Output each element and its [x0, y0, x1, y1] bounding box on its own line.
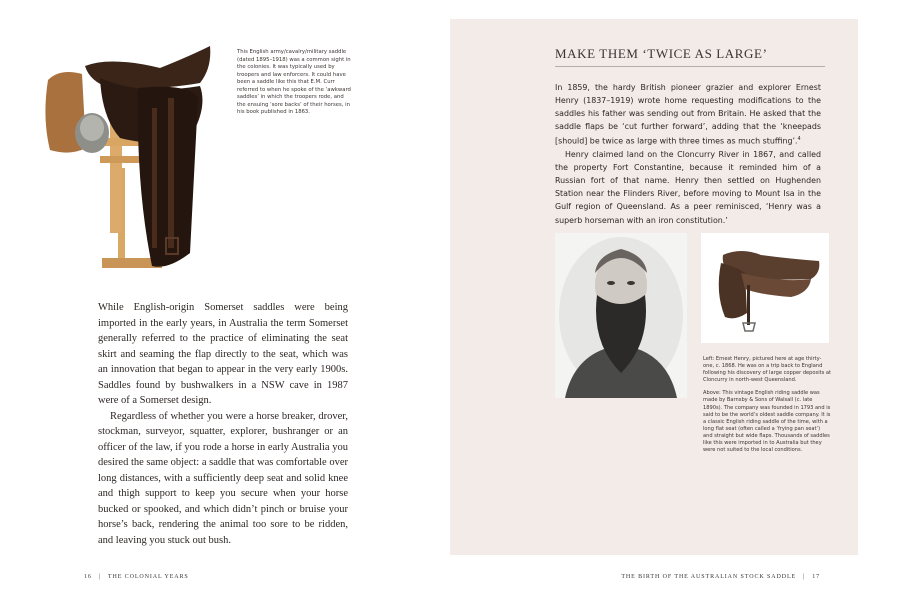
paragraph-text: In 1859, the hardy British pioneer grazier and explorer Ernest Henry (1837–1919) wrote home requesting modifications to the saddles his father was sending out from Britain. He asked that the saddle flaps be ‘cut further forward’, adding that the ‘kneepads [should] be twice as large with three times as much stuffing’.: [555, 83, 821, 146]
running-head: THE COLONIAL YEARS: [107, 574, 189, 580]
english-riding-saddle-photo: [701, 233, 829, 343]
photo-captions: [703, 356, 831, 460]
ernest-henry-portrait: [555, 233, 687, 398]
sidebar-heading: MAKE THEM ‘TWICE AS LARGE’: [555, 46, 825, 67]
footer-separator: |: [98, 574, 101, 580]
caption-above-photo: Above: This vintage English riding saddle was made by Barnsby & Sons of Walsall (c. late 1890s). The company was founded in 1793 and is said to be the world’s oldest saddle company. It is a classic English riding saddle of the time, with a long flat seat (often called a ‘frying pan seat’) and straight but wide flaps. Thousands of saddles like this were imported in to Australia but they were not suited to the local conditions.: [703, 390, 831, 454]
photo-caption: This English army/cavalry/military saddle (dated 1895–1918) was a common sight in the colonies. It was typically used by troopers and law enforcers. It could have been a saddle like this that E.M. Curr referred to when he spoke of the ‘awkward saddles’ in which the troopers rode, and the ensuing ‘sore backs’ of their horses, in his book published in 1863.: [237, 49, 351, 115]
page-number: 16: [84, 574, 92, 580]
paragraph: While English-origin Somerset saddles were being imported in the early years, in Australia the term Somerset generally referred to the practice of eliminating the seat skirt and seaming the flap directly to the seat, which was an innovation that began to appear in the very early 1900s. Saddles found by bushwalkers in a NSW cave in 1987 were of a Somerset design.: [98, 302, 348, 406]
paragraph: Henry claimed land on the Cloncurry River in 1867, and called the property Fort Constantine, because it reminded him of a Russian fort of that name. Henry then settled on Hughenden Station near the Flinders River, before moving to Mount Isa in the Gulf region of Queensland. As a peer reminisced, ‘Henry was a superb horseman with an iron constitution.’: [555, 150, 821, 225]
caption-left-photo: Left: Ernest Henry, pictured here at age thirty-one, c. 1868. He was on a trip back to England following his discovery of large copper deposits at Cloncurry in north-west Queensland.: [703, 356, 831, 384]
body-text-left: [98, 300, 348, 548]
page-number: 17: [812, 574, 820, 580]
footer-separator: |: [803, 574, 806, 580]
footer-right: [621, 574, 820, 580]
footer-left: [84, 574, 189, 580]
footnote-marker: 4: [797, 136, 801, 143]
running-head: THE BIRTH OF THE AUSTRALIAN STOCK SADDLE: [621, 574, 797, 580]
paragraph: [555, 81, 821, 148]
military-saddle-photo: [40, 38, 230, 278]
sidebar-body-text: [555, 81, 821, 227]
paragraph: Regardless of whether you were a horse breaker, drover, stockman, surveyor, squatter, explorer, bushranger or an officer of the law, if you rode a horse in early Australia you desired the same object: a saddle that was comfortable over long distances, with a sufficiently deep seat and solid knee and thigh support to keep you secure when your horse bucked or spooked, and which didn’t pinch or bruise your horse’s back, rendering the animal too sore to be ridden, and leaving you stuck out bush.: [98, 410, 348, 546]
